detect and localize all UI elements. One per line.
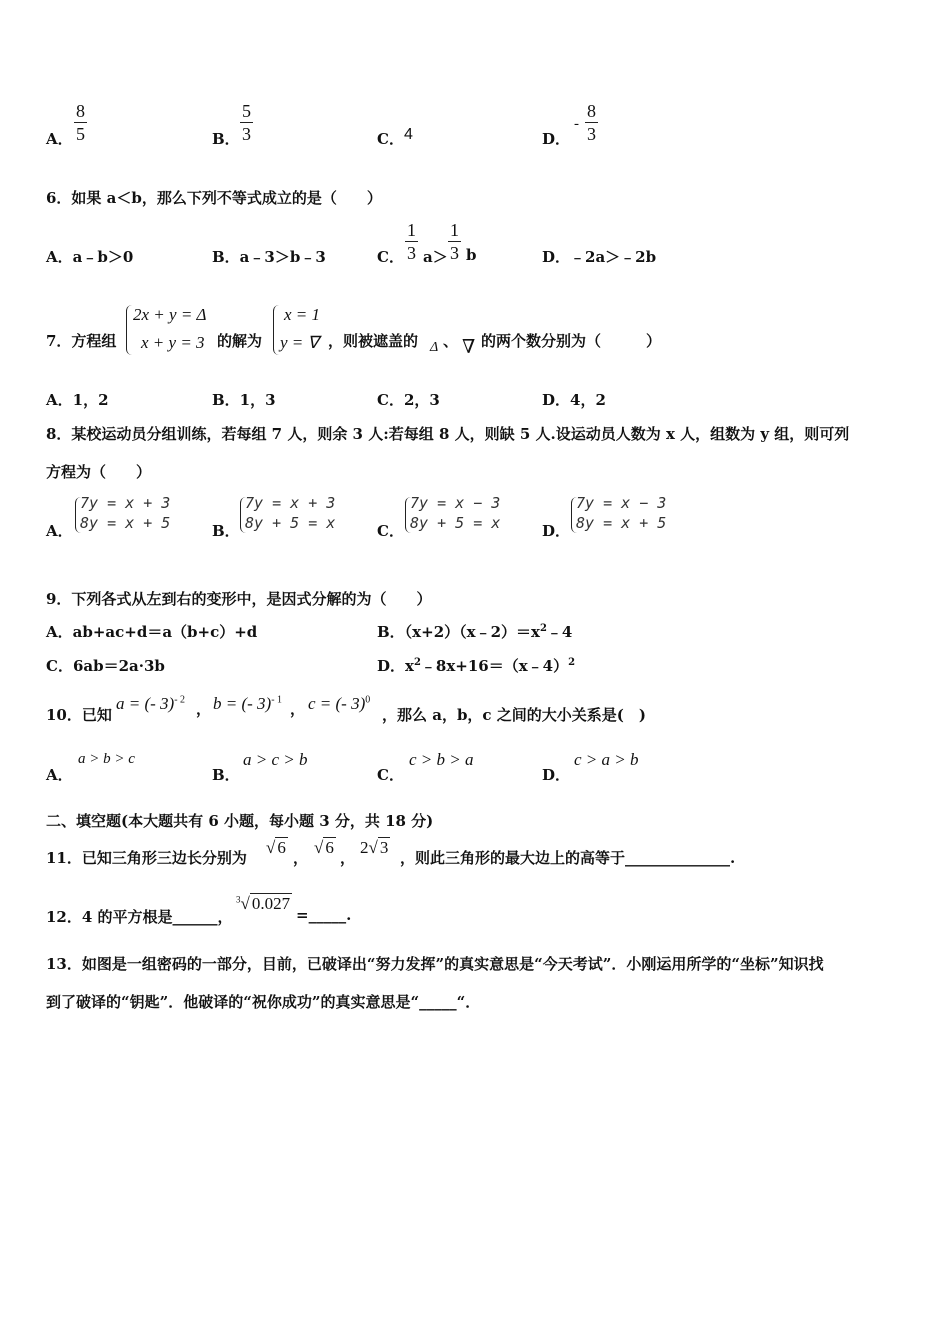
q5-option-b-fraction (240, 101, 253, 144)
q9-option-d-main: D．x (377, 657, 414, 675)
q10-option-c-expr: c > b > a (409, 750, 474, 769)
q6-option-c-fraction-2 (448, 220, 461, 263)
q6-option-c-num-1: 1 (407, 220, 416, 240)
q7-system-eq2: x + y = 3 (141, 333, 205, 352)
q5-option-b-denominator: 3 (242, 124, 251, 144)
q8-option-b-eq1: 7y = x + 3 (245, 494, 336, 512)
q9-question-text: 9．下列各式从左到右的变形中，是因式分解的为（ ） (46, 590, 432, 608)
q5-option-d-numerator: 8 (587, 101, 596, 121)
q10-a-expression (116, 694, 185, 714)
q12-comma: ， (217, 908, 233, 926)
q7-triangle-symbol: Δ (430, 340, 439, 355)
q9-option-d-exponent-1: 2 (413, 657, 421, 668)
q10-option-b-expr: a > c > b (243, 750, 308, 769)
q8-option-c-eq2: 8y + 5 = x (410, 514, 501, 532)
q12-answer-blank-1: ______ (172, 908, 218, 926)
q5-option-b-letter: B． (212, 130, 240, 148)
q5-option-d-denominator: 3 (587, 124, 596, 144)
q10-option-d-letter: D． (542, 766, 571, 784)
q8-option-c-letter: C． (377, 522, 404, 540)
q12-root-index: 3 (236, 894, 241, 905)
q8-option-a-letter: A． (46, 522, 73, 540)
q7-option-c: C．2，3 (377, 391, 440, 409)
q10-option-a-expr: a > b > c (78, 751, 135, 767)
q9-option-d-mid: ﹣8x+16＝（x﹣4） (420, 657, 569, 675)
q11-root-3-coefficient: 2 (360, 838, 369, 857)
q10-suffix: ，那么 a，b，c 之间的大小关系是( ) (382, 706, 646, 724)
q10-c-expression (308, 694, 370, 714)
q8-option-a-eq1: 7y = x + 3 (80, 494, 171, 512)
q10-option-b-letter: B． (212, 766, 240, 784)
q6-option-b: B．a﹣3＞b﹣3 (212, 248, 326, 266)
q8-option-a-eq2: 8y = x + 5 (80, 514, 171, 532)
q12-end: . (346, 906, 352, 924)
q11-answer-blank: ______________ (625, 849, 731, 867)
q8-option-d-eq2: 8y = x + 5 (576, 514, 667, 532)
q6-option-c-fraction-1 (405, 220, 418, 263)
q7-solution-1: x = 1 (284, 305, 321, 324)
q7-system-brace (126, 305, 132, 355)
q10-b-base: b = (- 3) (213, 694, 272, 713)
q10-a-base: a = (- 3) (116, 694, 175, 713)
q10-a-exponent: - 2 (174, 694, 186, 706)
q5-option-a-denominator: 5 (76, 124, 85, 144)
q5-option-a-letter: A． (46, 130, 73, 148)
q12-radicand: 0.027 (251, 894, 291, 913)
q12-equals (296, 906, 351, 924)
q7-option-d: D．4，2 (542, 391, 606, 409)
q11-root-1-radicand: 6 (277, 838, 286, 857)
q11-end: . (730, 849, 736, 867)
q6-option-c-den-1: 3 (407, 243, 416, 263)
q9-option-c: C．6ab＝2a·3b (46, 657, 165, 675)
q10-option-c-letter: C． (377, 766, 404, 784)
q11-comma-1: ， (293, 849, 309, 867)
q10-prefix: 10．已知 (46, 706, 112, 724)
q6-option-c-mid: a＞ (423, 248, 448, 266)
q10-option-d-expr: c > a > b (574, 750, 639, 769)
q5-option-a-fraction (74, 101, 87, 144)
q6-option-a: A．a﹣b＞0 (46, 248, 134, 266)
q7-option-b: B．1，3 (212, 391, 276, 409)
q10-c-exponent: 0 (365, 694, 371, 706)
q9-option-d-exponent-2: 2 (568, 657, 576, 668)
q12-equals-sign: = (296, 906, 309, 924)
q11-root-2-radicand: 6 (325, 838, 334, 857)
q7-end: 的两个数分别为（ ） (481, 332, 662, 350)
q8-option-b-letter: B． (212, 522, 240, 540)
q12-prefix (46, 906, 233, 927)
q8-line-2: 方程为（ ） (46, 463, 152, 481)
q10-option-a-letter: A． (46, 766, 73, 784)
q9-option-b-exponent: 2 (539, 623, 547, 634)
q11-comma-2: ， (340, 849, 356, 867)
q8-option-c-eq1: 7y = x − 3 (410, 494, 501, 512)
q5-option-d-letter: D． (542, 130, 571, 148)
q5-option-d-sign: - (574, 116, 579, 132)
q10-comma-2: ， (290, 700, 306, 718)
q11-root-3: 2√ 3 (360, 838, 389, 857)
q7-separator: 、 (443, 332, 459, 350)
q12-cube-root: $^3$√ 0.027 (236, 894, 291, 913)
q11-root-3-radicand: 3 (379, 838, 389, 857)
q8-option-b-eq2: 8y + 5 = x (245, 514, 336, 532)
q6-option-c-letter: C． (377, 248, 404, 266)
q12-answer-blank-2: _____ (308, 906, 347, 924)
q9-option-b-main: B．（x+2）（x﹣2）＝x (377, 623, 540, 641)
q10-c-base: c = (- 3) (308, 694, 366, 713)
q6-option-c-den-2: 3 (450, 243, 459, 263)
q9-option-d (377, 655, 575, 676)
q13-line-1: 13．如图是一组密码的一部分，目前，已破译出“努力发挥”的真实意思是“今天考试”．小刚运用所学的“坐标”知识找 (46, 955, 824, 973)
q7-system-eq1: 2x + y = Δ (133, 305, 207, 324)
q5-option-c-letter: C． (377, 130, 404, 148)
q7-option-a: A．1，2 (46, 391, 109, 409)
q7-middle: 的解为 (217, 332, 263, 350)
q5-option-c-value: 4 (404, 126, 413, 143)
q7-prefix: 7．方程组 (46, 332, 117, 350)
q6-option-c-num-2: 1 (450, 220, 459, 240)
q9-option-b (377, 621, 572, 642)
q5-option-d-fraction (585, 101, 598, 144)
q11-root-2: √ 6 (314, 838, 334, 857)
q8-line-1: 8．某校运动员分组训练，若每组 7 人，则余 3 人:若每组 8 人，则缺 5 人.设运动员人数为 x 人，组数为 y 组，则可列 (46, 425, 850, 443)
q6-question-text: 6．如果 a＜b，那么下列不等式成立的是（ ） (46, 189, 382, 207)
section-2-title: 二、填空题(本大题共有 6 小题，每小题 3 分，共 18 分) (46, 812, 434, 830)
q7-solution-brace (273, 305, 279, 355)
q9-option-a: A．ab+ac+d＝a（b+c）+d (46, 623, 258, 641)
q7-suffix: ，则被遮盖的 (328, 332, 419, 350)
q10-b-expression (213, 694, 282, 714)
q5-option-b-numerator: 5 (242, 101, 251, 121)
q11-root-1: √ 6 (266, 838, 286, 857)
q11-suffix-text: ，则此三角形的最大边上的高等于 (400, 849, 626, 867)
q6-option-c-end: b (466, 246, 477, 264)
q11-suffix (400, 847, 735, 868)
q10-comma-1: ， (196, 700, 212, 718)
q12-prefix-text: 12．4 的平方根是 (46, 908, 173, 926)
q7-nabla-symbol: ∇ (462, 337, 476, 358)
q10-b-exponent: - 1 (271, 694, 283, 706)
q8-option-d-letter: D． (542, 522, 571, 540)
q9-option-b-tail: ﹣4 (546, 623, 573, 641)
q7-solution-2: y = ∇ (280, 333, 319, 352)
q13-line-2: 到了破译的“钥匙”．他破译的“祝你成功”的真实意思是“_____“． (46, 993, 481, 1011)
q5-option-a-numerator: 8 (76, 101, 85, 121)
q8-option-d-eq1: 7y = x − 3 (576, 494, 667, 512)
q11-prefix: 11．已知三角形三边长分别为 (46, 849, 247, 867)
q6-option-d: D．﹣2a＞﹣2b (542, 248, 657, 266)
